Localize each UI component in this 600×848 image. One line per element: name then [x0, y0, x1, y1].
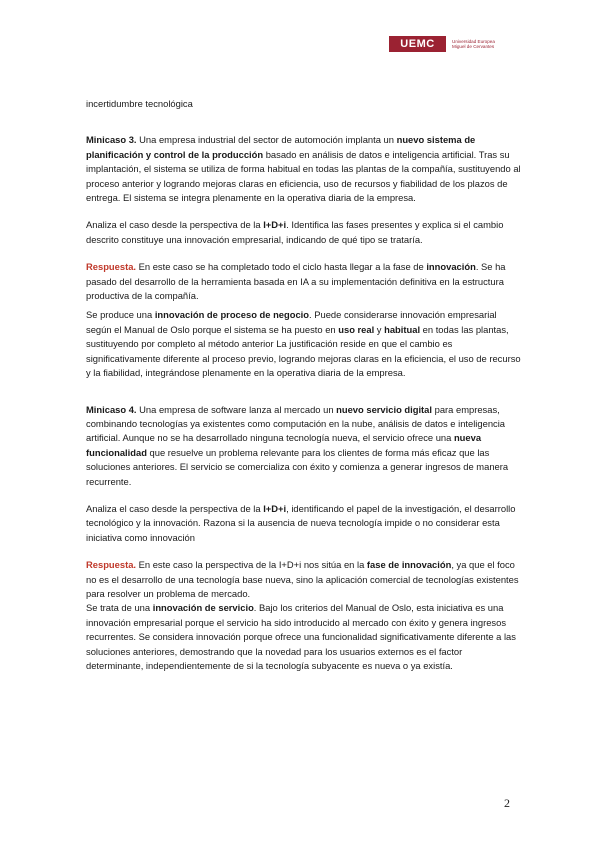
page-number: 2	[504, 796, 510, 810]
bold-run: I+D+i	[263, 502, 287, 514]
bold-run: nuevo servicio digital	[336, 403, 433, 415]
bold-run: innovación de servicio	[152, 602, 254, 614]
text-run: que resuelve un problema relevante para los clientes de forma más eficaz que las soluciones anteriores. El servicio se comercializa con éxito y comienza a generar ingresos de manera recurrente.	[86, 446, 509, 487]
text-run: , identificando el papel de la investigación, el desarrollo tecnológico y la innovación. Razona si la ausencia de nueva tecnología impide o no considerar esta iniciativa como innovación	[86, 502, 516, 543]
text-run: , ya que el foco no es el desarrollo de una tecnología base nueva, sino la aplicación comercial de tecnologías existentes para resolver un problema de mercado.	[86, 559, 519, 599]
minicase-3-answer	[86, 260, 522, 303]
text-run: Se produce una	[86, 309, 155, 321]
paragraph-intro: incertidumbre tecnológica	[86, 98, 193, 109]
bold-run: fase de innovación	[366, 559, 452, 571]
minicase-3-label: Minicaso 3.	[86, 134, 137, 146]
text-run: en todas las plantas, sustituyendo por completo al método anterior La justificación reside en que el cambio es significativamente diferente al proceso previo, logrando mejoras claras en la eficiencia, el uso de recurso y la fiabilidad, integrándose plenamente en la operativa diaria de la empresa.	[86, 323, 521, 379]
university-name-line2: Miguel de Cervantes	[452, 44, 495, 49]
minicase-4-statement	[86, 403, 522, 489]
text-run: Se trata de una	[86, 602, 153, 614]
text-run: . Bajo los criterios del Manual de Oslo, esta iniciativa es una innovación empresarial porque el servicio ha sido introducido al mercado con éxito y genera ingresos recurrentes. Se considera innovación porque ofrece una funcionalidad significativamente diferente a las soluciones anteriores, demostrando que la novedad para los usuarios externos es el factor determinante, independientemente de si la tecnología subyacente es nueva o ya existía.	[86, 602, 516, 671]
text-run: y	[374, 323, 385, 335]
bold-run: habitual	[384, 323, 421, 335]
minicase-4-answer-continued	[86, 601, 522, 673]
text-run: para empresas, combinando tecnologías ya existentes como computación en la nube, análisis de datos e inteligencia artificial. Aunque no se ha desarrollado ninguna tecnología nueva, el servicio ofrece una	[86, 403, 506, 444]
response-label: Respuesta.	[86, 559, 137, 571]
bold-run: I+D+i	[263, 219, 287, 231]
minicase-3-answer-continued	[86, 308, 522, 380]
text-run: En este caso se ha completado todo el ciclo hasta llegar a la fase de	[136, 261, 427, 273]
minicase-4-question	[86, 502, 522, 545]
text-run: . Identifica las fases presentes y explica si el cambio descrito constituye una innovación empresarial, indicando de qué tipo se trataría.	[86, 219, 504, 245]
minicase-3-statement	[86, 133, 522, 205]
text-run: . Se ha pasado del desarrollo de la herramienta basada en IA a su implementación definitiva en la estructura productiva de la compañía.	[86, 261, 506, 302]
bold-run: nuevo sistema de planificación y control de la producción	[86, 134, 476, 160]
text-run: Analiza el caso desde la perspectiva de la	[86, 502, 264, 514]
text-run: . Puede considerarse innovación empresarial según el Manual de Oslo porque el sistema se ha puesto en	[86, 309, 497, 335]
text-run: En este caso la perspectiva de la I+D+i nos sitúa en la	[136, 559, 367, 571]
text-run: Analiza el caso desde la perspectiva de la	[86, 219, 264, 231]
minicase-4-answer	[86, 558, 522, 601]
university-logo	[389, 36, 508, 52]
text-run: Una empresa industrial del sector de automoción implanta un	[136, 134, 397, 146]
university-name	[452, 39, 508, 50]
minicase-4-label: Minicaso 4.	[86, 403, 137, 415]
document-body	[86, 97, 522, 673]
response-label: Respuesta.	[86, 261, 137, 273]
bold-run: uso real	[338, 323, 375, 335]
bold-run: nueva funcionalidad	[86, 432, 482, 458]
university-name-line1: Universidad Europea	[452, 38, 495, 44]
uemc-logo-mark: UEMC	[389, 36, 446, 52]
bold-run: innovación	[426, 261, 476, 273]
text-run: basado en análisis de datos e inteligencia artificial. Tras su implantación, el sistema se utiliza de forma habitual en todas las plantas de la compañía, sustituyendo al proceso anterior y logrando mejoras claras en eficiencia, uso de recursos y fiabilidad de los plazos de entrega. El sistema se integra plenamente en la operativa diaria de la empresa.	[86, 148, 521, 204]
minicase-3-question	[86, 218, 522, 247]
text-run: Una empresa de software lanza al mercado un	[136, 403, 337, 415]
bold-run: innovación de proceso de negocio	[154, 309, 310, 321]
